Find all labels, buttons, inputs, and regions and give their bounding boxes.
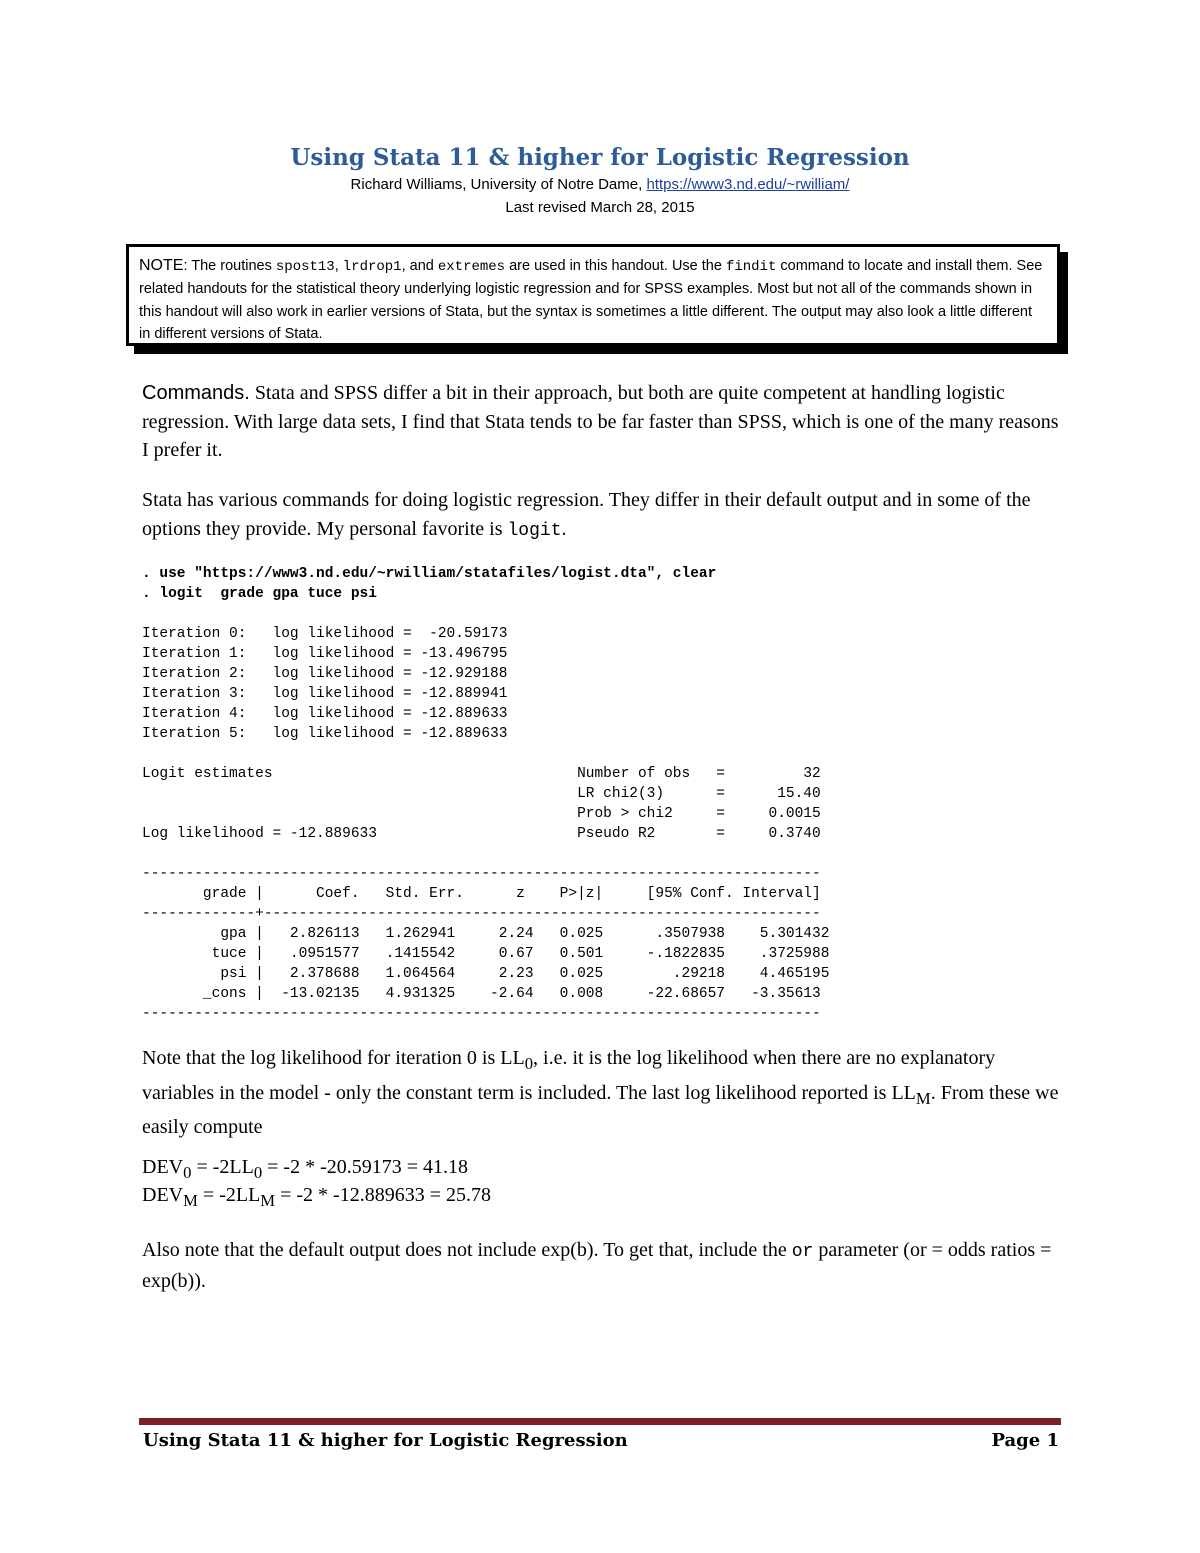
note-text: are used in this handout. Use the — [505, 258, 726, 274]
author-text: Richard Williams, University of Notre Dame, — [350, 176, 647, 193]
stata-commands: . use "https://www3.nd.edu/~rwilliam/statafiles/logist.dta", clear . logit grade gpa tuce psi — [142, 566, 717, 602]
subscript: 0 — [183, 1163, 192, 1182]
subscript: 0 — [253, 1163, 263, 1182]
subscript: M — [260, 1191, 276, 1210]
note-text: : The routines — [183, 258, 276, 274]
paragraph-text: Stata has various commands for doing logistic regression. They differ in their default output and in some of the options they provide. My personal favorite is — [142, 489, 1031, 540]
paragraph-commands — [142, 379, 1062, 465]
subscript: M — [183, 1191, 198, 1210]
eq-text: DEV — [142, 1156, 184, 1178]
note-code-extremes: extremes — [437, 259, 506, 275]
paragraph-text: . From these we easily compute — [142, 1081, 1059, 1138]
section-lead: Commands. — [142, 382, 250, 404]
stata-output: Iteration 0: log likelihood = -20.59173 Iteration 1: log likelihood = -13.496795 Iteration 2: log likelihood = -12.929188 Iteration 3: log likelihood = -12.889941 Iteration 4: log likelihood = -12.889633 Iteration 5: log likelihood = -12.889633 Logit estimates Number of obs = 32 LR chi2(3) = 15.40 Prob > chi2 = 0.0015 Log likelihood = -12.889633 Pseudo R2 = 0.3740 ------------------------------------------------------------------------------ grade | Coef. Std. Err. z P>|z| [95% Conf. Interval] -------------+---------------------------------------------------------------- gpa | 2.826113 1.262941 2.24 0.025 .3507938 5.301432 tuce | .0951577 .1415542 0.67 0.501 -.1822835 .3725988 psi | 2.378688 1.064564 2.23 0.025 .29218 4.465195 _cons | -13.02135 4.931325 -2.64 0.008 -22.68657 -3.35613 ------------------------------------------------------------------------------ — [142, 626, 830, 1022]
author-line — [0, 176, 1200, 193]
note-code-findit: findit — [725, 259, 777, 275]
paragraph-text: Stata and SPSS differ a bit in their approach, but both are quite competent at handling logistic regression. With large data sets, I find that Stata tends to be far faster than SPSS, which is one of the many reasons I prefer it. — [142, 382, 1059, 461]
paragraph-log-likelihood — [142, 1044, 1062, 1142]
paragraph-commands-intro — [142, 486, 1062, 545]
page-number: Page 1 — [991, 1430, 1059, 1451]
eq-text: = -2LL — [191, 1156, 254, 1178]
note-code-lrdrop1: lrdrop1 — [342, 259, 402, 275]
paragraph-odds-ratios — [142, 1236, 1062, 1295]
author-link[interactable]: https://www3.nd.edu/~rwilliam/ — [646, 176, 850, 193]
paragraph-text: , i.e. it is the log likelihood when there are no explanatory variables in the model - only the constant term is included. The last log likelihood reported is LL — [142, 1047, 996, 1104]
paragraph-text: . — [561, 517, 567, 540]
note-box — [126, 244, 1060, 346]
note-label: NOTE — [139, 257, 184, 274]
footer-rule — [139, 1418, 1061, 1425]
equation-devm — [142, 1181, 491, 1215]
inline-code-logit: logit — [507, 520, 562, 541]
eq-text: = -2 * -20.59173 = 41.18 — [262, 1156, 469, 1178]
footer-title: Using Stata 11 & higher for Logistic Regression — [143, 1430, 628, 1451]
page-title: Using Stata 11 & higher for Logistic Regression — [290, 144, 910, 171]
note-text: command to locate and install them. See related handouts for the statistical theory underlying logistic regression and for SPSS examples. Most but not all of the commands shown in this handout will also work in earlier versions of Stata, but the syntax is sometimes a little different. The output may also look a little different in different versions of Stata. — [139, 258, 1043, 343]
note-code-spost13: spost13 — [275, 259, 335, 275]
subscript: M — [915, 1088, 931, 1108]
note-text: , — [334, 258, 343, 274]
paragraph-text: Also note that the default output does not include exp(b). To get that, include the — [142, 1239, 792, 1261]
eq-text: = -2LL — [197, 1184, 261, 1206]
inline-code-or: or — [791, 1242, 814, 1262]
paragraph-text: Note that the log likelihood for iteration 0 is LL — [142, 1047, 525, 1069]
eq-text: DEV — [142, 1184, 184, 1206]
paragraph-text: parameter (or = odds ratios = exp(b)). — [142, 1239, 1052, 1292]
subscript: 0 — [524, 1054, 534, 1073]
revised-date: Last revised March 28, 2015 — [505, 199, 695, 216]
eq-text: = -2 * -12.889633 = 25.78 — [275, 1184, 491, 1206]
note-text: , and — [401, 258, 438, 274]
